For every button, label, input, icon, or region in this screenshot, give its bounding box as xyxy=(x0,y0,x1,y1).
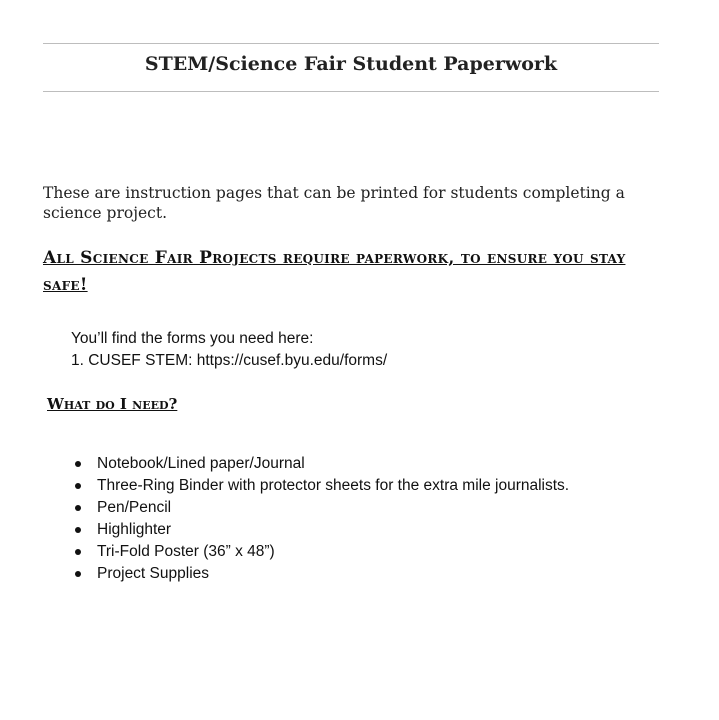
supply-list xyxy=(71,453,569,585)
forms-item-cusef: 1. CUSEF STEM: https://cusef.byu.edu/forms/ xyxy=(71,352,388,369)
document-title: STEM/Science Fair Student Paperwork xyxy=(144,53,558,75)
title-bottom-divider xyxy=(43,91,659,92)
needs-heading: What do I need? xyxy=(47,395,178,413)
supply-item-pen: Pen/Pencil xyxy=(71,497,569,519)
requirements-heading: All Science Fair Projects require paperwork, to ensure you stay safe! xyxy=(43,248,626,295)
forms-lead-text: You’ll find the forms you need here: xyxy=(71,330,314,347)
supply-item-binder: Three-Ring Binder with protector sheets for the extra mile journalists. xyxy=(71,475,569,497)
forms-section xyxy=(71,328,631,372)
supply-item-highlighter: Highlighter xyxy=(71,519,569,541)
supply-item-notebook: Notebook/Lined paper/Journal xyxy=(71,453,569,475)
title-top-divider xyxy=(43,43,659,44)
supply-item-project-supplies: Project Supplies xyxy=(71,563,569,585)
supply-item-poster: Tri-Fold Poster (36” x 48”) xyxy=(71,541,569,563)
intro-paragraph: These are instruction pages that can be printed for students completing a science project. xyxy=(43,184,625,222)
